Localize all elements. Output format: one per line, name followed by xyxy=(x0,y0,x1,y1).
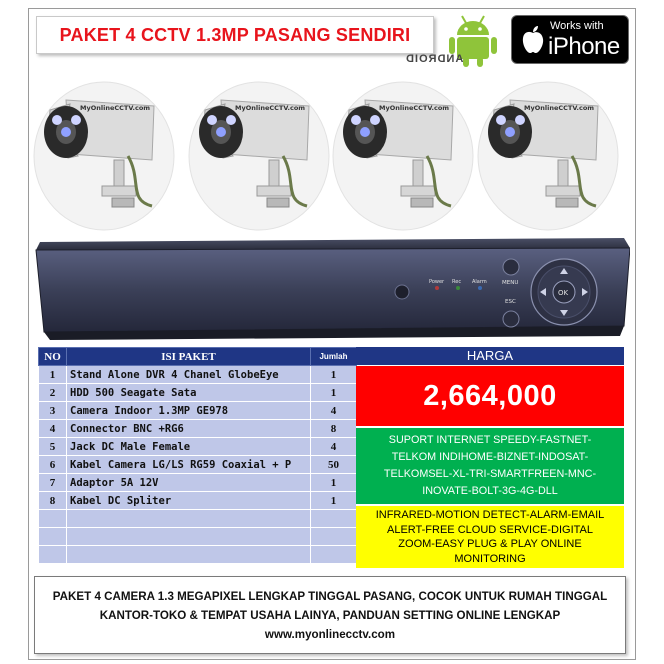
works-with-iphone-badge xyxy=(511,15,629,64)
features-box xyxy=(356,506,624,568)
esc-label: ESC xyxy=(505,299,516,305)
row-item xyxy=(67,510,311,528)
row-no: 2 xyxy=(39,384,67,402)
row-qty xyxy=(311,546,357,564)
row-no: 4 xyxy=(39,420,67,438)
row-no xyxy=(39,510,67,528)
footer-website-link[interactable]: www.myonlinecctv.com xyxy=(264,628,396,641)
row-no: 8 xyxy=(39,492,67,510)
row-item: HDD 500 Seagate Sata xyxy=(67,384,311,402)
menu-label: MENU xyxy=(502,280,519,286)
row-item: Adaptor 5A 12V xyxy=(67,474,311,492)
network-line: TELKOM INDIHOME-BIZNET-INDOSAT- xyxy=(391,451,589,463)
network-line: SUPORT INTERNET SPEEDY-FASTNET- xyxy=(388,434,592,446)
row-qty: 1 xyxy=(311,366,357,384)
col-header-qty: Jumlah xyxy=(311,348,357,366)
row-no: 5 xyxy=(39,438,67,456)
row-item: Kabel DC Spliter xyxy=(67,492,311,510)
android-word: ANDROID xyxy=(405,53,464,65)
footer-line: KANTOR-TOKO & TEMPAT USAHA LAINYA, PANDUAN SETTING ONLINE LENGKAP xyxy=(99,609,561,622)
footer-line: PAKET 4 CAMERA 1.3 MEGAPIXEL LENGKAP TINGGAL PASANG, COCOK UNTUK RUMAH TINGGAL xyxy=(52,590,608,603)
camera-watermark: MyOnlineCCTV.com xyxy=(379,104,450,112)
row-qty: 4 xyxy=(311,438,357,456)
iphone-label: iPhone xyxy=(548,33,620,60)
row-qty: 50 xyxy=(311,456,357,474)
camera-image-1 xyxy=(32,80,176,232)
network-line: INOVATE-BOLT-3G-4G-DLL xyxy=(422,485,558,497)
table-row xyxy=(39,510,357,528)
works-with-label: Works with xyxy=(550,20,604,32)
feature-line: MONITORING xyxy=(454,552,526,565)
row-no: 7 xyxy=(39,474,67,492)
row-item xyxy=(67,546,311,564)
camera-image-4 xyxy=(476,80,620,232)
col-header-no: NO xyxy=(39,348,67,366)
feature-line: INFRARED-MOTION DETECT-ALARM-EMAIL xyxy=(375,509,605,521)
row-item: Connector BNC +RG6 xyxy=(67,420,311,438)
row-no: 3 xyxy=(39,402,67,420)
row-no: 6 xyxy=(39,456,67,474)
camera-watermark: MyOnlineCCTV.com xyxy=(524,104,595,112)
row-no xyxy=(39,546,67,564)
footer-description xyxy=(34,576,626,654)
table-row xyxy=(39,492,357,510)
network-support-box xyxy=(356,428,624,504)
table-row xyxy=(39,420,357,438)
price-value: 2,664,000 xyxy=(423,379,557,412)
camera-image-3 xyxy=(331,80,475,232)
row-item: Kabel Camera LG/LS RG59 Coaxial + P xyxy=(67,456,311,474)
feature-line: ZOOM-EASY PLUG & PLAY ONLINE xyxy=(398,538,582,550)
row-item: Camera Indoor 1.3MP GE978 xyxy=(67,402,311,420)
table-row xyxy=(39,402,357,420)
row-item: Stand Alone DVR 4 Chanel GlobeEye xyxy=(67,366,311,384)
row-qty xyxy=(311,510,357,528)
row-no: 1 xyxy=(39,366,67,384)
row-item xyxy=(67,528,311,546)
row-qty: 1 xyxy=(311,492,357,510)
row-qty: 4 xyxy=(311,402,357,420)
power-led-label: Power xyxy=(429,279,445,285)
row-qty: 1 xyxy=(311,474,357,492)
price-header: HARGA xyxy=(356,347,624,365)
network-line: TELKOMSEL-XL-TRI-SMARTFREEN-MNC- xyxy=(383,468,597,480)
table-row xyxy=(39,384,357,402)
col-header-item: ISI PAKET xyxy=(67,348,311,366)
page-title: PAKET 4 CCTV 1.3MP PASANG SENDIRI xyxy=(59,24,411,45)
table-row xyxy=(39,546,357,564)
row-item: Jack DC Male Female xyxy=(67,438,311,456)
table-row xyxy=(39,438,357,456)
table-row xyxy=(39,474,357,492)
feature-line: ALERT-FREE CLOUD SERVICE-DIGITAL xyxy=(387,523,593,536)
camera-watermark: MyOnlineCCTV.com xyxy=(235,104,306,112)
package-contents-table xyxy=(38,347,357,564)
title-banner xyxy=(36,16,434,54)
camera-watermark: MyOnlineCCTV.com xyxy=(80,104,151,112)
row-no xyxy=(39,528,67,546)
table-header-row xyxy=(39,348,357,366)
table-row xyxy=(39,366,357,384)
price-box xyxy=(356,366,624,426)
row-qty xyxy=(311,528,357,546)
table-row xyxy=(39,528,357,546)
ok-label: OK xyxy=(558,289,569,297)
camera-image-2 xyxy=(187,80,331,232)
apple-icon xyxy=(520,25,546,55)
rec-led-label: Rec xyxy=(452,279,462,285)
row-qty: 1 xyxy=(311,384,357,402)
alarm-led-label: Alarm xyxy=(472,279,487,285)
table-row xyxy=(39,456,357,474)
row-qty: 8 xyxy=(311,420,357,438)
dvr-recorder-image xyxy=(34,232,630,342)
